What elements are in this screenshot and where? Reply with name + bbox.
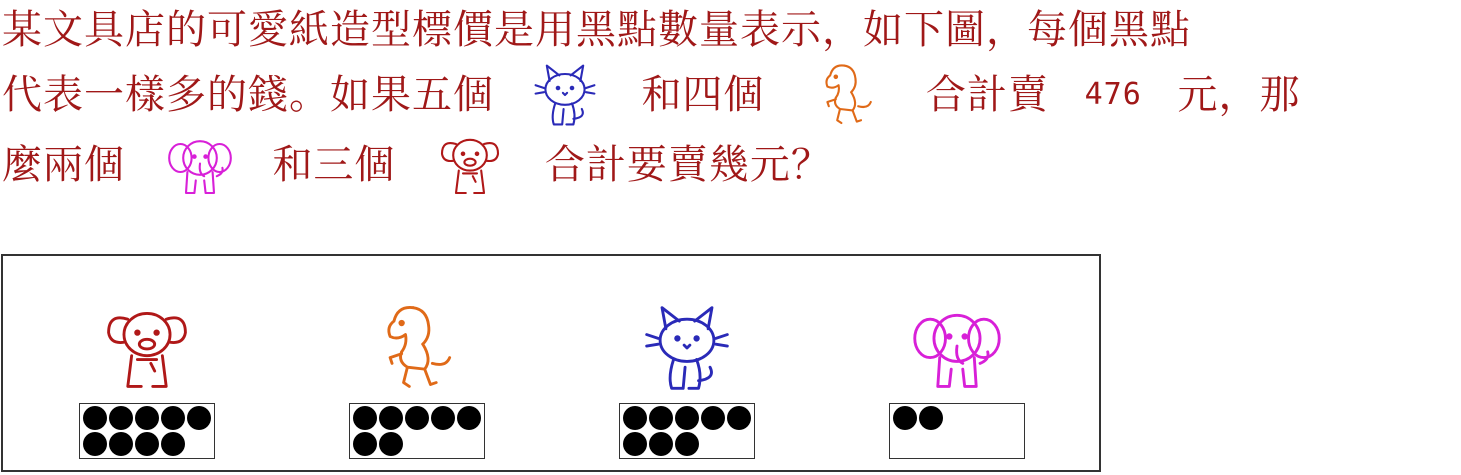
black-dot: [135, 406, 159, 430]
black-dot: [187, 406, 211, 430]
black-dot: [109, 406, 133, 430]
black-dot: [405, 406, 429, 430]
cat-icon: [639, 300, 735, 396]
question-line-2: [2, 60, 1301, 116]
black-dot: [135, 432, 159, 456]
black-dot: [675, 432, 699, 456]
black-dot: [109, 432, 133, 456]
black-dot: [161, 406, 185, 430]
question-line-1: [2, 0, 1191, 56]
price-figure: [1, 254, 1101, 472]
black-dot: [919, 406, 943, 430]
black-dot: [727, 406, 751, 430]
black-dot: [649, 406, 673, 430]
black-dot: [431, 406, 455, 430]
dog-item: [79, 256, 219, 470]
question-text-segment: 麼兩個: [2, 142, 125, 188]
question-line-3: [2, 130, 832, 186]
dot-box-horse: [349, 403, 485, 459]
elephant-icon: [165, 130, 235, 200]
cat-icon: [530, 60, 600, 130]
horse-item: [349, 256, 489, 470]
black-dot: [353, 406, 377, 430]
dog-icon: [99, 300, 195, 396]
black-dot: [649, 432, 673, 456]
question-text-segment: 合計要賣幾元？: [544, 142, 832, 188]
elephant-icon: [909, 300, 1005, 396]
horse-icon: [812, 60, 882, 130]
black-dot: [675, 406, 699, 430]
elephant-item: [889, 256, 1029, 470]
black-dot: [379, 406, 403, 430]
dog-icon: [435, 130, 505, 200]
dot-box-cat: [619, 403, 755, 459]
question-text-segment: 和四個: [641, 72, 765, 118]
black-dot: [83, 432, 107, 456]
question-line-1-text: 某文具店的可愛紙造型標價是用黑點數量表示，如下圖，每個黑點: [2, 7, 1191, 53]
black-dot: [457, 406, 481, 430]
dot-box-dog: [79, 403, 215, 459]
cat-item: [619, 256, 759, 470]
question-text-segment: 和三個: [272, 142, 396, 188]
black-dot: [83, 406, 107, 430]
price-total: 476: [1084, 77, 1142, 112]
black-dot: [701, 406, 725, 430]
question-text-segment: 代表一樣多的錢。如果五個: [2, 72, 494, 118]
black-dot: [623, 432, 647, 456]
black-dot: [893, 406, 917, 430]
horse-icon: [369, 300, 465, 396]
dot-box-elephant: [889, 403, 1025, 459]
black-dot: [623, 406, 647, 430]
black-dot: [353, 432, 377, 456]
question-text-segment: 合計賣: [925, 72, 1049, 118]
question-text-segment: 元，那: [1177, 72, 1301, 118]
black-dot: [161, 432, 185, 456]
black-dot: [379, 432, 403, 456]
